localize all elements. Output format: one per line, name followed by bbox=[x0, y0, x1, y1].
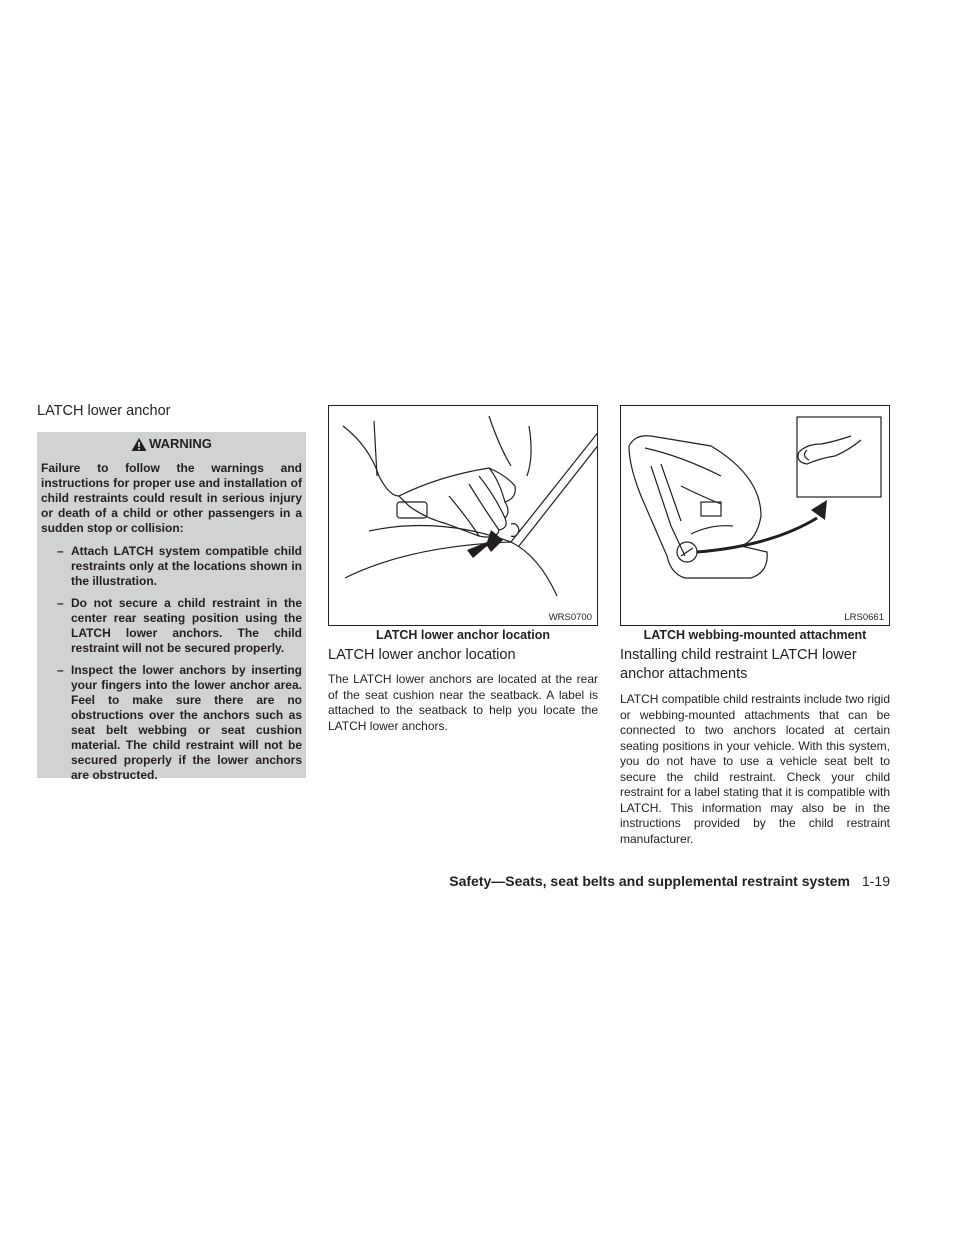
subheading-lower-anchor-location: LATCH lower anchor location bbox=[328, 647, 516, 663]
warning-item: – Do not secure a child restraint in the center rear seating position using the LATCH lower anchors. The child restraint will not be secured properly. bbox=[57, 596, 302, 655]
figure-code: WRS0700 bbox=[548, 612, 592, 623]
webbing-attachment-illustration bbox=[621, 406, 889, 606]
warning-list bbox=[41, 544, 302, 783]
warning-intro: Failure to follow the warnings and instructions for proper use and installation of child restraints could result in serious injury or death of a child or other passengers in a sudden stop or collision: bbox=[41, 461, 302, 535]
figure-caption: LATCH lower anchor location bbox=[375, 628, 551, 642]
figure-lower-anchor-location bbox=[328, 405, 598, 626]
page-number: 1-19 bbox=[861, 873, 890, 889]
figure-caption: LATCH webbing-mounted attachment bbox=[643, 628, 867, 642]
warning-item-text: Inspect the lower anchors by inserting your fingers into the lower anchor area. Feel to make sure there are no obstructions over the anchors such as seat belt webbing or seat cushion material. The child restraint will not be secured properly if the lower anchors are obstructed. bbox=[71, 663, 302, 782]
paragraph-installing-latch-attachments: LATCH compatible child restraints include two rigid or webbing-mounted attachments that can be connected to two anchors located at certain seating positions in your vehicle. With this system, you do not have to use a vehicle seat belt to secure the child restraint. Check your child restraint for a label stating that it is compatible with LATCH. This information may also be in the instructions provided by the child restraint manufacturer. bbox=[620, 692, 890, 846]
warning-item: – Attach LATCH system compatible child restraints only at the locations shown in the illustration. bbox=[57, 544, 302, 588]
subheading-installing-latch-attachments: Installing child restraint LATCH lower anchor attachments bbox=[620, 647, 857, 682]
footer-section-title: Safety—Seats, seat belts and supplemental restraint system bbox=[449, 873, 850, 889]
warning-item: – Inspect the lower anchors by inserting your fingers into the lower anchor area. Feel to make sure there are no obstructions over the anchors such as seat belt webbing or seat cushion material. The child restraint will not be secured properly if the lower anchors are obstructed. bbox=[57, 663, 302, 782]
lower-anchor-illustration bbox=[329, 406, 597, 606]
warning-title bbox=[41, 436, 302, 452]
warning-item-text: Attach LATCH system compatible child restraints only at the locations shown in the illustration. bbox=[71, 544, 302, 588]
paragraph-lower-anchor-location: The LATCH lower anchors are located at the rear of the seat cushion near the seatback. A label is attached to the seatback to help you locate the LATCH lower anchors. bbox=[328, 672, 598, 733]
warning-title-text: WARNING bbox=[149, 436, 212, 451]
figure-code: LRS0661 bbox=[844, 612, 884, 623]
page-footer bbox=[449, 872, 890, 890]
warning-box bbox=[37, 432, 306, 782]
figure-webbing-mounted-attachment bbox=[620, 405, 890, 626]
warning-triangle-icon bbox=[131, 437, 147, 452]
warning-item-text: Do not secure a child restraint in the center rear seating position using the LATCH lower anchors. The child restraint will not be secured properly. bbox=[71, 596, 302, 655]
section-heading-latch-lower-anchor: LATCH lower anchor bbox=[37, 403, 171, 419]
